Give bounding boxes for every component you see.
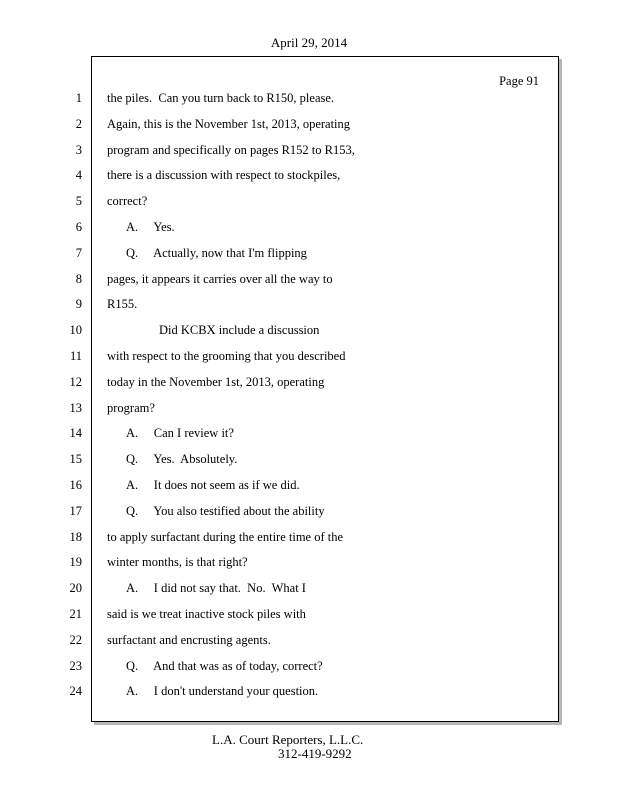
line-number: 20	[69, 581, 82, 595]
transcript-line: the piles. Can you turn back to R150, please.	[107, 91, 335, 105]
line-number: 2	[75, 117, 82, 131]
footer-company-name: L.A. Court Reporters, L.L.C.	[212, 732, 364, 747]
line-number: 23	[69, 659, 82, 673]
page-number-label: Page 91	[499, 74, 539, 88]
line-number: 13	[69, 401, 82, 415]
transcript-line: R155.	[107, 297, 138, 311]
line-number: 7	[75, 246, 82, 260]
transcript-line: A. It does not seem as if we did.	[126, 478, 300, 492]
transcript-line: A. Can I review it?	[126, 426, 234, 440]
line-number: 16	[69, 478, 82, 492]
transcript-line: said is we treat inactive stock piles with	[107, 607, 306, 621]
transcript-line: correct?	[107, 194, 148, 208]
line-number: 18	[69, 530, 82, 544]
line-number: 12	[69, 375, 82, 389]
line-number: 1	[75, 91, 82, 105]
transcript-line: Q. You also testified about the ability	[126, 504, 325, 518]
transcript-line: today in the November 1st, 2013, operating	[107, 375, 325, 389]
line-number: 22	[69, 633, 82, 647]
header-date: April 29, 2014	[270, 35, 348, 50]
line-number: 6	[75, 220, 82, 234]
line-number: 5	[75, 194, 82, 208]
transcript-line: Did KCBX include a discussion	[159, 323, 320, 337]
transcript-line: pages, it appears it carries over all the way to	[107, 272, 333, 286]
footer-phone-number: 312-419-9292	[278, 746, 352, 761]
transcript-line: winter months, is that right?	[107, 555, 248, 569]
transcript-line: A. Yes.	[126, 220, 175, 234]
line-number: 11	[69, 349, 82, 363]
transcript-line: A. I did not say that. No. What I	[126, 581, 306, 595]
transcript-line: surfactant and encrusting agents.	[107, 633, 271, 647]
line-number: 24	[69, 684, 82, 698]
line-number: 19	[69, 555, 82, 569]
line-number: 4	[75, 168, 82, 182]
transcript-line: Q. Yes. Absolutely.	[126, 452, 238, 466]
transcript-line: Q. Actually, now that I'm flipping	[126, 246, 307, 260]
transcript-line: to apply surfactant during the entire time of the	[107, 530, 344, 544]
line-number: 14	[69, 426, 82, 440]
transcript-line: with respect to the grooming that you described	[107, 349, 346, 363]
line-number: 8	[75, 272, 82, 286]
transcript-line: Again, this is the November 1st, 2013, operating	[107, 117, 351, 131]
transcript-line: Q. And that was as of today, correct?	[126, 659, 323, 673]
line-number: 10	[69, 323, 82, 337]
transcript-line: A. I don't understand your question.	[126, 684, 319, 698]
line-number: 15	[69, 452, 82, 466]
line-number: 21	[69, 607, 82, 621]
line-number: 3	[75, 143, 82, 157]
line-number: 9	[75, 297, 82, 311]
transcript-line: program and specifically on pages R152 to R153,	[107, 143, 355, 157]
transcript-line: there is a discussion with respect to stockpiles,	[107, 168, 341, 182]
line-number: 17	[69, 504, 82, 518]
transcript-line: program?	[107, 401, 155, 415]
